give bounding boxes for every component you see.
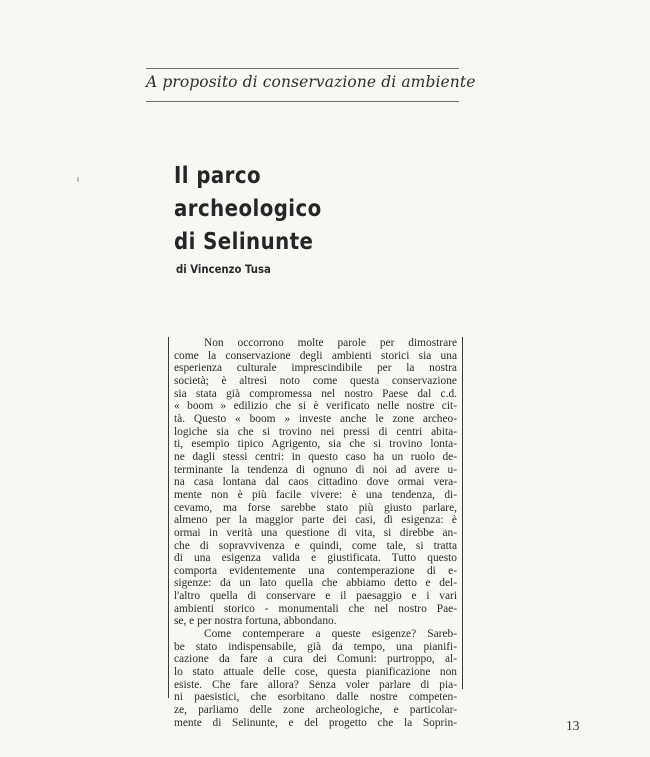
body-text-line: comporta evidentemente una contemperazione di e- xyxy=(174,564,457,577)
article-title-line-1: Il parco xyxy=(174,163,262,189)
body-text-line: na casa lontana dal caos cittadino dove ormai vera- xyxy=(174,476,457,489)
body-text-line: ormai in verità una questione di vita, si direbbe an- xyxy=(174,526,457,539)
body-text-line: tà. Questo « boom » investe anche le zone archeo- xyxy=(174,412,457,425)
body-text-line: sigenze: da un lato quella che abbiamo detto e del- xyxy=(174,577,457,590)
body-text-line: società; è altresì noto come questa conservazione xyxy=(174,374,457,387)
body-text-line: come la conservazione degli ambienti storici sia una xyxy=(174,349,457,362)
byline: di Vincenzo Tusa xyxy=(176,262,271,276)
article-title-line-3: di Selinunte xyxy=(174,229,314,255)
body-text-line: sia stata già compromessa nel nostro Paese dal c.d. xyxy=(174,387,457,400)
body-text-line: terminante la tendenza di ognuno di noi ad avere u- xyxy=(174,463,457,476)
section-rule-top xyxy=(146,68,459,69)
body-text-line: mente di Selinunte, e del progetto che la Soprin- xyxy=(174,716,457,729)
body-text-line: mente non è più facile vivere: è una tendenza, di- xyxy=(174,488,457,501)
body-text-line: cazione da fare a cura dei Comuni: purtroppo, al- xyxy=(174,653,457,666)
body-text-line: ze, parliamo delle zone archeologiche, e particolar- xyxy=(174,704,457,717)
body-text-line: « boom » edilizio che si è verificato nelle nostre cit- xyxy=(174,400,457,413)
body-text-line: che di sopravvivenza e quindi, come tale, si tratta xyxy=(174,539,457,552)
body-text-line: esperienza culturale imprescindibile per la nostra xyxy=(174,362,457,375)
column-rule-right xyxy=(462,337,463,689)
article-title xyxy=(174,160,322,259)
column-rule-left xyxy=(168,337,169,698)
body-text-line: di una esigenza valida e giustificata. Tutto questo xyxy=(174,552,457,565)
body-text-line: ni paesistici, che esorbitano dalle nostre competen- xyxy=(174,691,457,704)
body-text-line: ambienti storico - monumentali che nel nostro Pae- xyxy=(174,602,457,615)
body-text-line: Non occorrono molte parole per dimostrare xyxy=(204,337,457,349)
body-text-line: logiche sia che si trovino nei pressi di centri abita- xyxy=(174,425,457,438)
body-text-line: se, e per nostra fortuna, abbondano. xyxy=(174,615,337,628)
body-text-line: ne dagli stessi centri: in questo caso ha un ruolo de- xyxy=(174,450,457,463)
body-text-line: l'altro quella di conservare e il paesaggio e i vari xyxy=(174,590,457,603)
body-text-line: be stato indispensabile, già da tempo, una pianifi- xyxy=(174,640,457,653)
page-number: 13 xyxy=(566,718,580,733)
body-text-line: Come contemperare a queste esigenze? Sareb- xyxy=(204,628,457,641)
section-rule-bottom xyxy=(146,101,459,102)
body-text-line: cevamo, ma forse sarebbe stato più giusto parlare, xyxy=(174,501,457,514)
body-text-line: esiste. Che fare allora? Senza voler parlare di pia- xyxy=(174,678,457,691)
paper-speck xyxy=(77,177,79,182)
body-text-line: ti, esempio tipico Agrigento, sia che si trovino lonta- xyxy=(174,438,457,451)
article-title-line-2: archeologico xyxy=(174,196,322,222)
body-text-line: almeno per la maggior parte dei casi, di esigenza: è xyxy=(174,514,457,527)
body-text xyxy=(174,337,457,729)
body-text-line: lo stato attuale delle cose, questa pianificazione non xyxy=(174,666,457,679)
section-title: A proposito di conservazione di ambiente xyxy=(146,73,476,91)
